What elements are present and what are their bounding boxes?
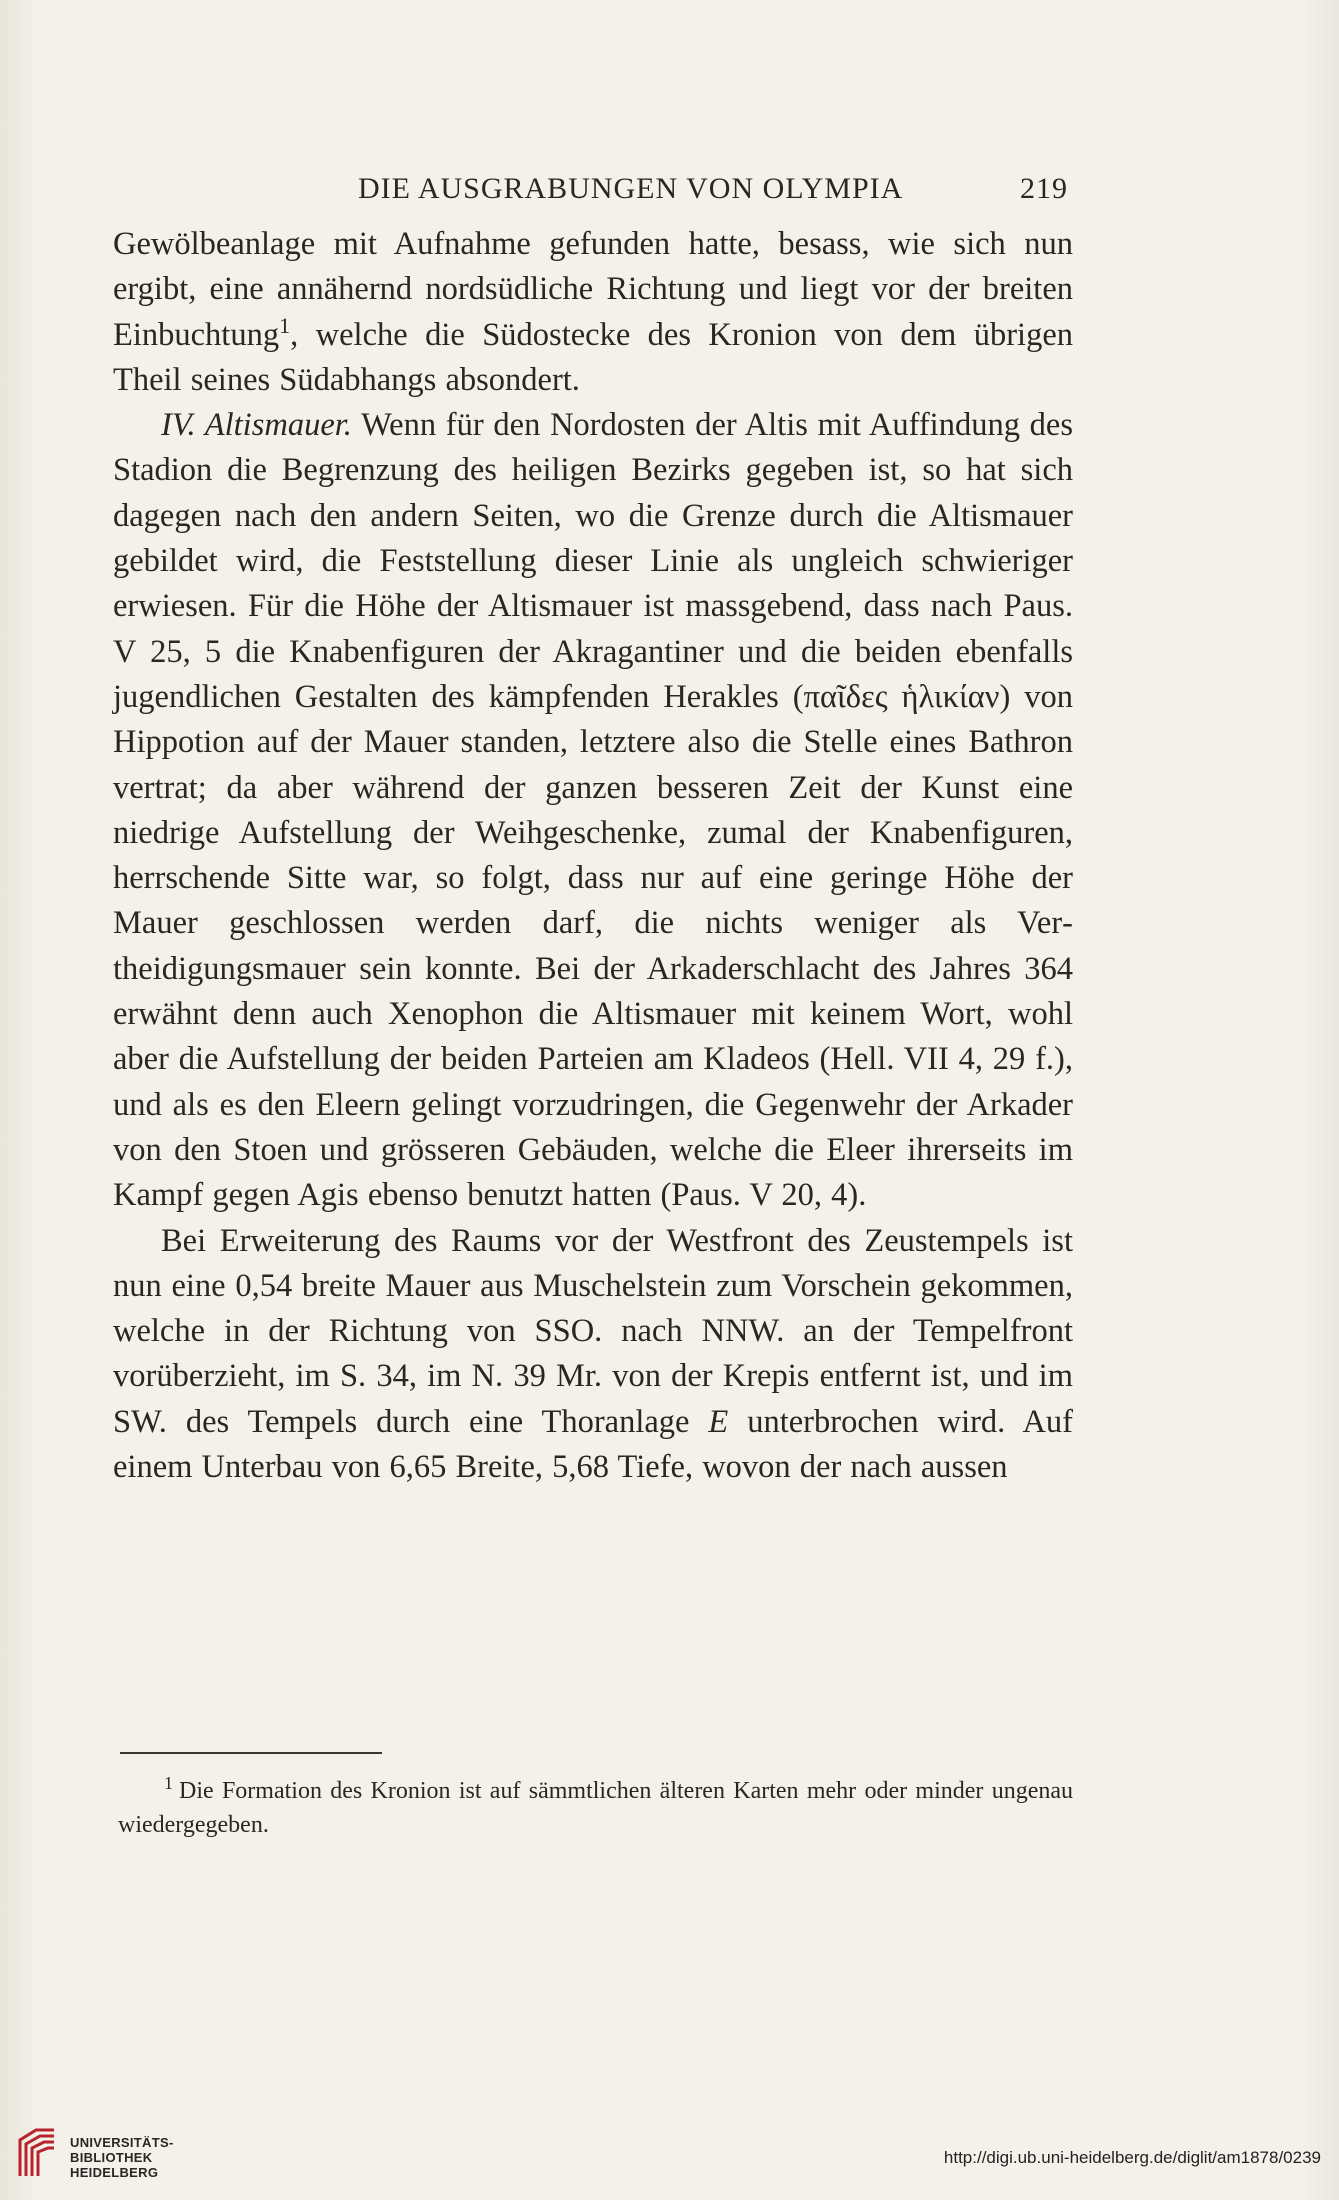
library-name: UNIVERSITÄTS- BIBLIOTHEK HEIDELBERG	[70, 2135, 174, 2180]
main-text	[113, 222, 1073, 1490]
paragraph-2: IV. Altismauer. Wenn für den Nordosten der Altis mit Auffindung des Stadion die Begrenzung des heiligen Bezirks gegeben ist, so hat sich dagegen nach den andern Seiten, wo die Grenze durch die Altismauer gebildet wird, die Feststellung dieser Linie als ungleich schwieriger erwiesen. Für die Höhe der Altismauer ist massgebend, dass nach Paus. V 25, 5 die Knabenfiguren der Akragantiner und die beiden ebenfalls jugendlichen Gestalten des kämpfenden Herakles (παῖδες ἡλικίαν) von Hippotion auf der Mauer standen, letztere also die Stelle eines Bathron vertrat; da aber während der ganzen besseren Zeit der Kunst eine niedrige Aufstellung der Weihgeschenke, zumal der Knabenfiguren, herrschende Sitte war, so folgt, dass nur auf eine geringe Höhe der Mauer geschlossen werden darf, die nichts weniger als Vertheidigungsmauer sein konnte. Bei der Arkaderschlacht des Jahres 364 erwähnt denn auch Xenophon die Altismauer mit keinem Wort, wohl aber die Aufstellung der beiden Parteien am Kladeos (Hell. VII 4, 29 f.), und als es den Eleern gelingt vorzudringen, die Gegenwehr der Arkader von den Stoen und grösseren Gebäuden, welche die Eleer ihrerseits im Kampf gegen Agis ebenso benutzt hatten (Paus. V 20, 4).	[113, 407, 1073, 1214]
footnote-reference: 1	[279, 312, 291, 338]
paragraph-1: Gewölbeanlage mit Aufnahme gefunden hatte, besass, wie sich nun ergibt, eine annähernd nordsüdliche Richtung und liegt vor der breiten Einbuchtung$^1$, welche die Südostecke des Kronion von dem übrigen Theil seines Südabhangs absondert.	[113, 226, 1073, 398]
section-heading: IV. Altismauer.	[161, 407, 352, 444]
footnote-mark: 1	[164, 1773, 173, 1793]
footnote-divider	[120, 1752, 382, 1754]
label-e: E	[708, 1403, 729, 1440]
university-library-logo-icon	[14, 2126, 60, 2180]
paragraph-3: Bei Erweiterung des Raums vor der Westfront des Zeustempels ist nun eine 0,54 breite Mauer aus Muschelstein zum Vorschein gekommen, welche in der Richtung von SSO. nach NNW. an der Tempelfront vorüberzieht, im S. 34, im N. 39 Mr. von der Krepis entfernt ist, und im SW. des Tempels durch eine Thoranlage E unterbrochen wird. Auf einem Unterbau von 6,65 Breite, 5,68 Tiefe, wovon der nach aussen	[113, 1222, 1073, 1486]
source-url[interactable]: http://digi.ub.uni-heidelberg.de/diglit/am1878/0239	[943, 2148, 1321, 2167]
running-title: DIE AUSGRABUNGEN VON OLYMPIA	[358, 172, 904, 205]
footnote-text: Die Formation des Kronion ist auf sämmtlichen älteren Karten mehr oder minder ungenau wiedergegeben.	[118, 1778, 1073, 1838]
page-number: 219	[1020, 172, 1068, 205]
running-header	[118, 172, 1068, 212]
footnote	[118, 1774, 1073, 1842]
